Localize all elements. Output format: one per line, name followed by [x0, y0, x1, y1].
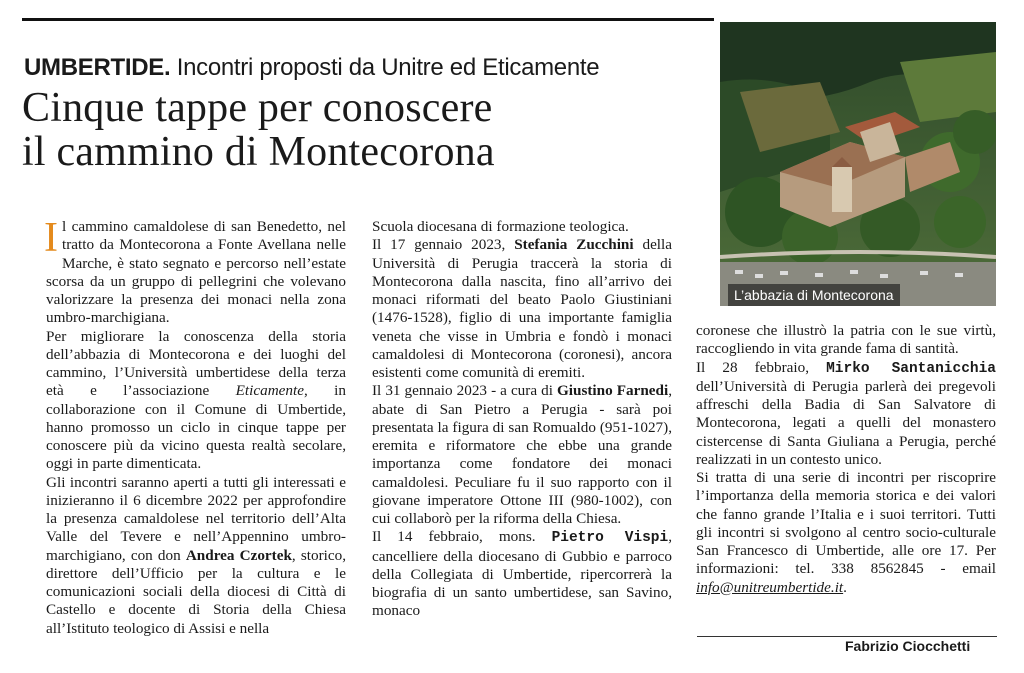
column-3	[696, 322, 996, 597]
abbey-aerial-image	[720, 22, 996, 306]
column-1	[44, 215, 346, 638]
paragraph	[372, 218, 672, 236]
paragraph	[372, 528, 672, 620]
paragraph-text: l cammino camaldolese di san Benedetto, nel tratto da Montecorona a Fonte Avellana nelle Marche, è stato segnato e percorso nell’estate scorsa da un gruppo di pellegrini che volevano valorizzare la presenza dei monaci nella zona umbro-marchigiana.	[46, 218, 346, 327]
email-link[interactable]: info@unitreumbertide.it	[696, 578, 844, 596]
drop-cap: I	[44, 215, 58, 261]
paragraph-text: coronese che illustrò la patria con le sue virtù, raccogliendo in vita grande fama di santità.	[696, 322, 996, 358]
speaker-name: Stefania Zucchini	[514, 236, 634, 254]
paragraph-text: della Università di Perugia traccerà la storia di Montecorona dalla nascita, fino all’arrivo dei monaci riformati del beato Paolo Giustiniani (1476-1528), figlio di una importante famiglia veneta che visse in Umbria e fondò i monaci camaldolesi di Montecorona (coronesi), ancora esistenti come comunità di eremiti.	[372, 236, 672, 381]
paragraph-text: Gli incontri saranno aperti a tutti gli interessati e inizieranno il 6 dicembre 2022 per approfondire la presenza camaldolese nel territorio dell’Alta Valle del Tevere e nell’Appennino umbro-marchigiano, con don	[46, 473, 346, 564]
speaker-name: Mirko Santanicchia	[826, 360, 996, 377]
kicker	[24, 54, 599, 82]
paragraph-text: Il 31 gennaio 2023 - a cura di	[372, 382, 557, 400]
paragraph	[696, 359, 996, 470]
photo-caption: L’abbazia di Montecorona	[728, 284, 900, 306]
paragraph	[372, 382, 672, 528]
paragraph-text: , cancelliere della diocesano di Gubbio e parroco della Collegiata di Umbertide, ripercorrerà la biografia di un santo umbertidese, san Savino, monaco	[372, 528, 672, 620]
paragraph-text: Per migliorare la conoscenza della storia dell’abbazia di Montecorona e dei luoghi del cammino, l’Università umbertidese della terza età e l’associazione	[46, 327, 346, 400]
signature-rule	[697, 636, 997, 637]
speaker-name: Pietro Vispi	[551, 530, 669, 547]
kicker-text: Incontri proposti da Unitre ed Eticamente	[176, 54, 600, 81]
top-rule	[22, 18, 714, 21]
paragraph-text: dell’Università di Perugia parlerà dei pregevoli affreschi della Badia di San Salvatore di Montecorona, legati a quelli del monastero cistercense di Santa Giuliana a Perugia, perché realizzati in un contesto unico.	[696, 377, 996, 468]
paragraph-text: , storico, direttore dell’Ufficio per la cultura e le comunicazioni sociali della diocesi di Città di Castello e docente di Storia della Chiesa all’Istituto teologico di Assisi e nella	[46, 546, 346, 637]
paragraph	[46, 474, 346, 638]
paragraph	[372, 236, 672, 382]
paragraph-text: Il 28 febbraio,	[696, 358, 827, 376]
association-name: Eticamente	[235, 382, 304, 400]
paragraph-text: .	[843, 578, 847, 596]
paragraph	[46, 328, 346, 474]
headline-line-1: Cinque tappe per conoscere	[22, 85, 493, 131]
column-2	[372, 218, 672, 621]
paragraph-text: Si tratta di una serie di incontri per riscoprire l’importanza della memoria storica e dei valori che fanno grande l’Italia e i suoi territori. Tutti gli incontri si svolgono al centro socio-culturale San Francesco di Umbertide, alle ore 17. Per informazioni: tel. 338 8562845 - email	[696, 469, 996, 578]
kicker-place: UMBERTIDE.	[24, 54, 171, 81]
abbey-photo	[720, 22, 996, 306]
headline-line-2: il cammino di Montecorona	[22, 129, 495, 175]
paragraph	[44, 215, 346, 328]
paragraph-text: , in collaborazione con il Comune di Umbertide, hanno promosso un ciclo in cinque tappe per conoscere più da vicino questa realtà secolare, oggi in parte dimenticata.	[46, 382, 346, 473]
paragraph-text: Il 17 gennaio 2023,	[372, 236, 515, 254]
speaker-name: Giustino Farnedi	[556, 382, 669, 400]
paragraph	[696, 469, 996, 597]
headline	[22, 86, 495, 174]
paragraph-text: Scuola diocesana di formazione teologica.	[372, 218, 629, 235]
speaker-name: Andrea Czortek	[185, 546, 292, 564]
paragraph	[696, 322, 996, 359]
paragraph-text: Il 14 febbraio, mons.	[372, 528, 552, 546]
paragraph-text: , abate di San Pietro a Perugia - sarà poi presentata la figura di san Romualdo (951-1027), eremita e riformatore che ebbe una grande importanza come fondatore dei monaci camaldolesi. Peculiare fu il suo rapporto con il giovane imperatore Ottone III (980-1002), con cui collaborò per la riforma della Chiesa.	[372, 382, 672, 527]
author-signature: Fabrizio Ciocchetti	[845, 638, 971, 654]
